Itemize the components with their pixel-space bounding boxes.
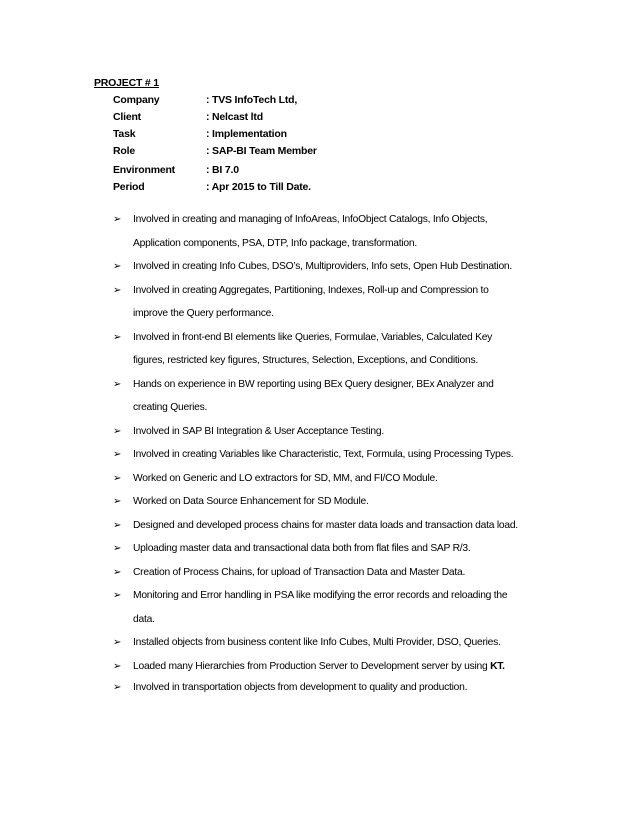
- arrow-bullet-icon: ➢: [113, 660, 122, 672]
- info-label: Task: [113, 128, 136, 140]
- list-item: [113, 373, 563, 420]
- info-value: : SAP-BI Team Member: [206, 145, 317, 157]
- arrow-bullet-icon: ➢: [113, 637, 122, 648]
- list-item-text-bold: KT.: [490, 660, 505, 672]
- info-value: : BI 7.0: [206, 164, 239, 176]
- list-item-text: Application components, PSA, DTP, Info package, transformation.: [133, 237, 417, 249]
- info-value: : Implementation: [206, 128, 287, 140]
- list-item-text: Hands on experience in BW reporting using BEx Query designer, BEx Analyzer and: [133, 378, 494, 390]
- arrow-bullet-icon: ➢: [113, 566, 122, 578]
- list-item-text: Uploading master data and transactional data both from flat files and SAP R/3.: [133, 543, 471, 554]
- list-item: [113, 326, 563, 373]
- list-item-text: Designed and developed process chains for master data loads and transaction data load.: [133, 519, 518, 531]
- list-item-text: Monitoring and Error handling in PSA like modifying the error records and reloading the: [133, 590, 508, 601]
- info-label: Environment: [113, 164, 175, 176]
- list-item-text-regular: Loaded many Hierarchies from Production Server to Development server by using: [133, 660, 491, 672]
- list-item-text: Worked on Data Source Enhancement for SD Module.: [133, 496, 369, 507]
- list-item: [113, 443, 563, 467]
- list-item-text: Involved in creating Info Cubes, DSO’s, Multiproviders, Info sets, Open Hub Destination.: [133, 261, 513, 272]
- list-item: [113, 537, 563, 561]
- list-item-text: Involved in creating and managing of InfoAreas, InfoObject Catalogs, Info Objects,: [133, 214, 488, 225]
- list-item: [113, 255, 563, 279]
- list-item: [113, 584, 563, 631]
- arrow-bullet-icon: ➢: [113, 590, 122, 601]
- list-item-text: Involved in creating Variables like Characteristic, Text, Formula, using Processing Types.: [133, 449, 514, 460]
- list-item: [113, 678, 563, 697]
- list-item: [113, 657, 563, 676]
- info-value: : Apr 2015 to Till Date.: [206, 181, 311, 193]
- arrow-bullet-icon: ➢: [113, 331, 122, 343]
- list-item-text: Involved in SAP BI Integration & User Acceptance Testing.: [133, 425, 384, 437]
- list-item: [113, 467, 563, 491]
- arrow-bullet-icon: ➢: [113, 378, 122, 390]
- list-item-text: data.: [133, 613, 155, 625]
- responsibilities-list: [113, 208, 563, 697]
- arrow-bullet-icon: ➢: [113, 519, 122, 531]
- list-item: [113, 420, 563, 444]
- list-item-text: Involved in front-end BI elements like Queries, Formulae, Variables, Calculated Key: [133, 331, 493, 343]
- arrow-bullet-icon: ➢: [113, 214, 122, 225]
- arrow-bullet-icon: ➢: [113, 284, 122, 296]
- info-label: Company: [113, 94, 160, 106]
- list-item: [113, 208, 563, 255]
- info-label: Client: [113, 111, 141, 123]
- list-item: [113, 631, 563, 655]
- info-label: Period: [113, 181, 145, 193]
- list-item-text: Involved in creating Aggregates, Partitioning, Indexes, Roll-up and Compression to: [133, 284, 489, 296]
- list-item-text: creating Queries.: [133, 402, 208, 413]
- list-item-text: figures, restricted key figures, Structures, Selection, Exceptions, and Conditions.: [133, 355, 478, 366]
- arrow-bullet-icon: ➢: [113, 472, 122, 484]
- project-title: PROJECT # 1: [94, 77, 159, 89]
- list-item: [113, 490, 563, 514]
- list-item: [113, 561, 563, 585]
- list-item-text: improve the Query performance.: [133, 308, 274, 319]
- info-label: Role: [113, 145, 135, 157]
- arrow-bullet-icon: ➢: [113, 681, 122, 693]
- list-item-text: [133, 657, 563, 676]
- list-item-text: Installed objects from business content like Info Cubes, Multi Provider, DSO, Queries.: [133, 637, 501, 648]
- arrow-bullet-icon: ➢: [113, 425, 122, 437]
- arrow-bullet-icon: ➢: [113, 543, 122, 554]
- arrow-bullet-icon: ➢: [113, 496, 122, 507]
- arrow-bullet-icon: ➢: [113, 449, 122, 460]
- info-value: : TVS InfoTech Ltd,: [206, 94, 298, 106]
- list-item: [113, 279, 563, 326]
- list-item: [113, 514, 563, 538]
- list-item-text: Creation of Process Chains, for upload of Transaction Data and Master Data.: [133, 566, 466, 578]
- arrow-bullet-icon: ➢: [113, 261, 122, 272]
- list-item-text: Worked on Generic and LO extractors for SD, MM, and FI/CO Module.: [133, 472, 438, 484]
- info-value: : Nelcast ltd: [206, 111, 263, 123]
- list-item-text: Involved in transportation objects from development to quality and production.: [133, 681, 468, 693]
